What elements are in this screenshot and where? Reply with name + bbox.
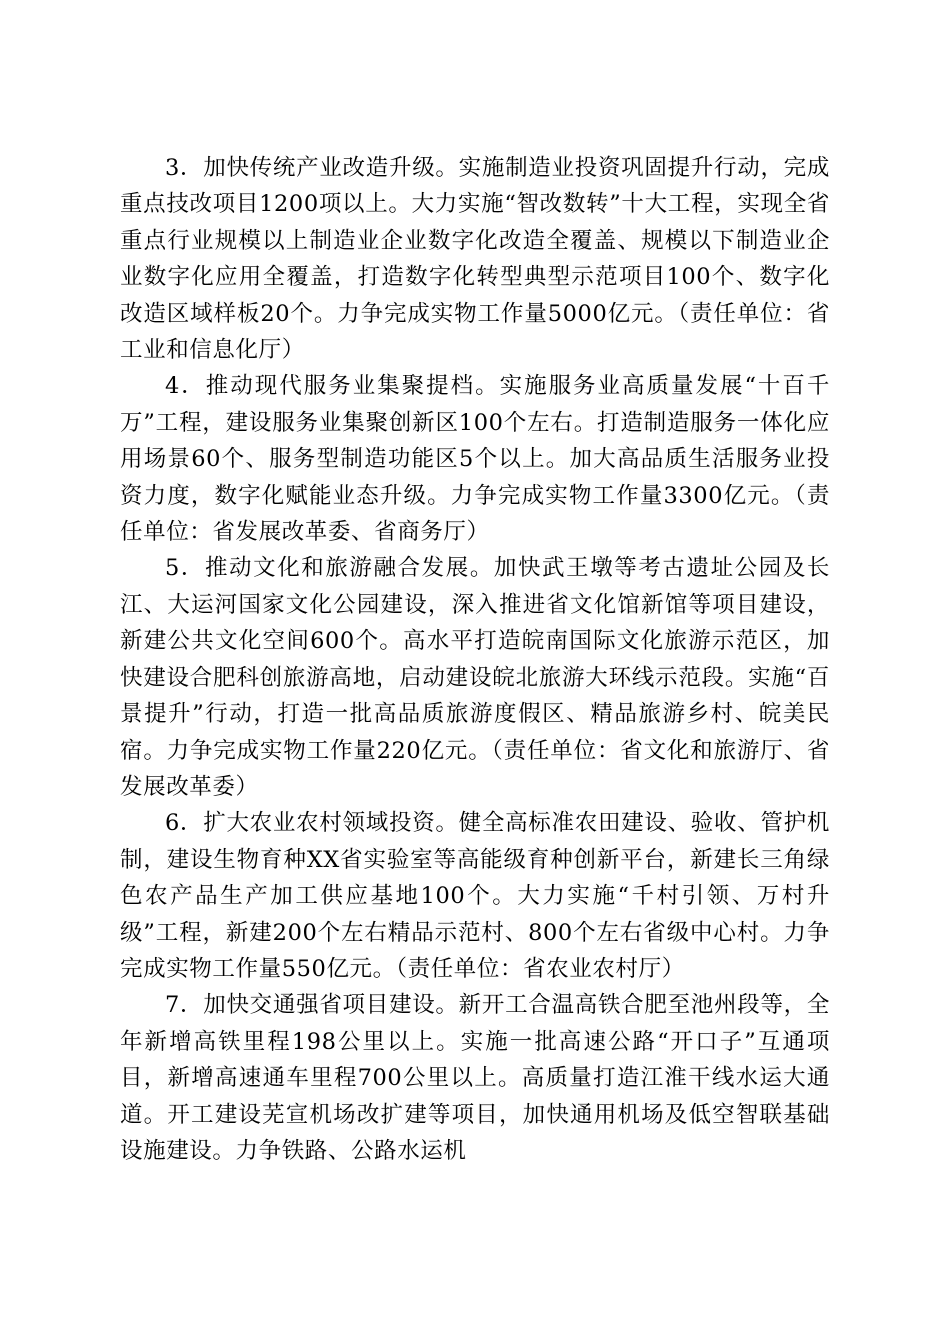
paragraph-item-4: 4．推动现代服务业集聚提档。实施服务业高质量发展“十百千万”工程，建设服务业集聚创新区100个左右。打造制造服务一体化应用场景60个、服务型制造功能区5个以上。加大高品质生活服务业投资力度，数字化赋能业态升级。力争完成实物工作量3300亿元。（责任单位：省发展改革委、省商务厅） [120, 373, 830, 546]
document-body [120, 150, 830, 1169]
paragraph-item-3: 3．加快传统产业改造升级。实施制造业投资巩固提升行动，完成重点技改项目1200项以上。大力实施“智改数转”十大工程，实现全省重点行业规模以上制造业企业数字化改造全覆盖、规模以下制造业企业数字化应用全覆盖，打造数字化转型典型示范项目100个、数字化改造区域样板20个。力争完成实物工作量5000亿元。（责任单位：省工业和信息化厅） [120, 155, 830, 364]
paragraph-item-6: 6．扩大农业农村领域投资。健全高标准农田建设、验收、管护机制，建设生物育种XX省实验室等高能级育种创新平台，新建长三角绿色农产品生产加工供应基地100个。大力实施“千村引领、万村升级”工程，新建200个左右精品示范村、800个左右省级中心村。力争完成实物工作量550亿元。（责任单位：省农业农村厅） [120, 810, 830, 982]
paragraph-item-5: 5．推动文化和旅游融合发展。加快武王墩等考古遗址公园及长江、大运河国家文化公园建设，深入推进省文化馆新馆等项目建设，新建公共文化空间600个。高水平打造皖南国际文化旅游示范区，加快建设合肥科创旅游高地，启动建设皖北旅游大环线示范段。实施“百景提升”行动，打造一批高品质旅游度假区、精品旅游乡村、皖美民宿。力争完成实物工作量220亿元。（责任单位：省文化和旅游厅、省发展改革委） [120, 555, 830, 800]
paragraph-item-7: 7．加快交通强省项目建设。新开工合温高铁合肥至池州段等，全年新增高铁里程198公里以上。实施一批高速公路“开口子”互通项目，新增高速通车里程700公里以上。高质量打造江淮干线水运大通道。开工建设芜宣机场改扩建等项目，加快通用机场及低空智联基础设施建设。力争铁路、公路水运机 [120, 992, 830, 1164]
